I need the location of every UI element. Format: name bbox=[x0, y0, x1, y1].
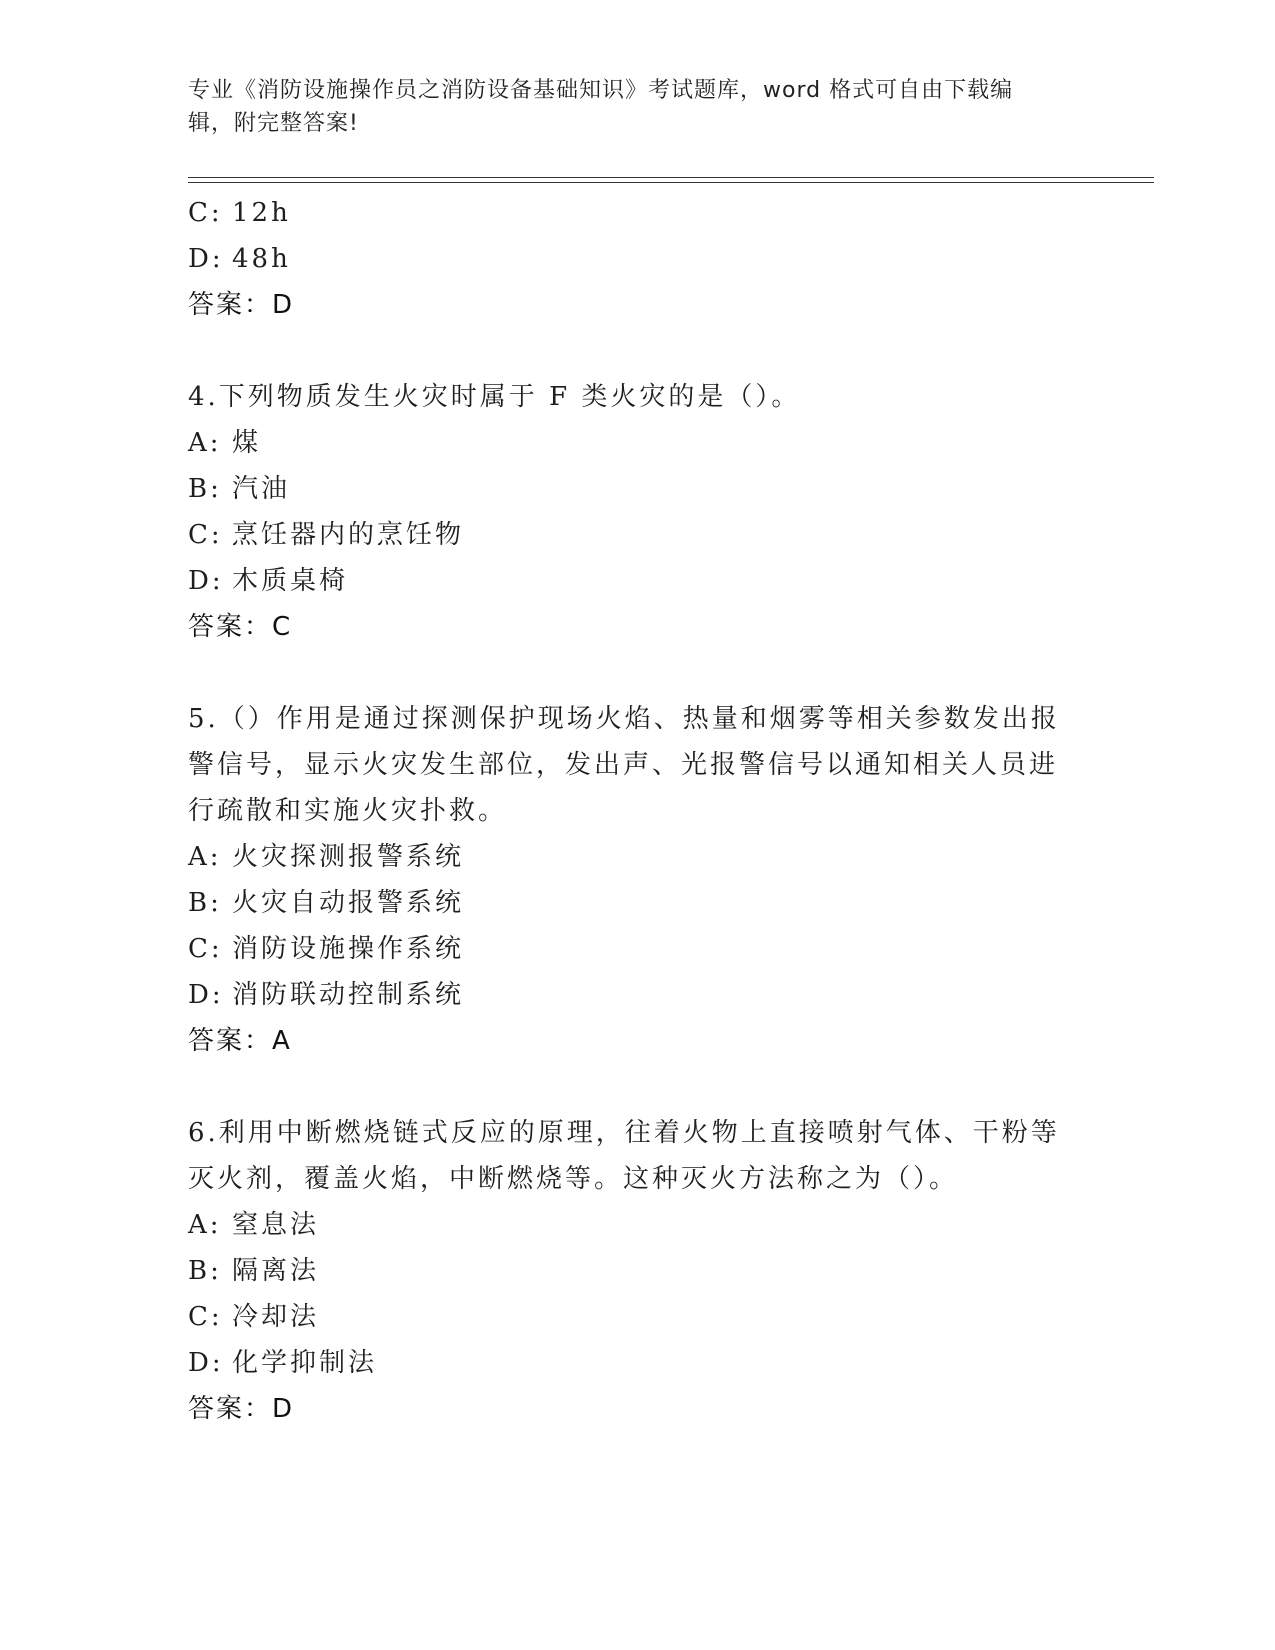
option-key: A: bbox=[188, 428, 222, 458]
option-key: C: bbox=[188, 1302, 223, 1332]
option-text: 火灾自动报警系统 bbox=[232, 888, 465, 918]
header-line-2: 辑，附完整答案! bbox=[188, 111, 359, 136]
header-divider-bottom bbox=[188, 182, 1154, 183]
question-4 bbox=[188, 374, 1068, 650]
option-a bbox=[188, 1202, 1068, 1248]
option-text: 冷却法 bbox=[232, 1302, 320, 1332]
option-text: 48h bbox=[232, 244, 291, 274]
question-6 bbox=[188, 1110, 1068, 1432]
option-text: 12h bbox=[232, 198, 291, 228]
question-stem: 5.（）作用是通过探测保护现场火焰、热量和烟雾等相关参数发出报警信号，显示火灾发生部位，发出声、光报警信号以通知相关人员进行疏散和实施火灾扑救。 bbox=[188, 704, 1060, 826]
option-key: C: bbox=[188, 934, 223, 964]
question-stem: 6.利用中断燃烧链式反应的原理，往着火物上直接喷射气体、干粉等灭火剂，覆盖火焰，中断燃烧等。这种灭火方法称之为（）。 bbox=[188, 1118, 1060, 1194]
answer-line: 答案：C bbox=[188, 612, 293, 642]
answer-line: 答案：A bbox=[188, 1026, 292, 1056]
answer-line: 答案：D bbox=[188, 290, 295, 320]
question-list bbox=[188, 190, 1068, 1432]
option-key: C: bbox=[188, 198, 223, 228]
option-b bbox=[188, 1248, 1068, 1294]
option-key: C: bbox=[188, 520, 223, 550]
option-a bbox=[188, 834, 1068, 880]
option-key: D: bbox=[188, 566, 224, 596]
option-key: D: bbox=[188, 1348, 224, 1378]
option-key: B: bbox=[188, 474, 222, 504]
option-d bbox=[188, 236, 1068, 282]
question-3-continued bbox=[188, 190, 1068, 328]
option-text: 窒息法 bbox=[232, 1210, 320, 1240]
option-d bbox=[188, 558, 1068, 604]
option-key: B: bbox=[188, 888, 222, 918]
option-b bbox=[188, 466, 1068, 512]
option-a bbox=[188, 420, 1068, 466]
option-text: 煤 bbox=[232, 428, 262, 458]
option-key: D: bbox=[188, 980, 224, 1010]
answer-line: 答案：D bbox=[188, 1394, 295, 1424]
option-text: 隔离法 bbox=[232, 1256, 320, 1286]
option-c bbox=[188, 512, 1068, 558]
option-text: 木质桌椅 bbox=[232, 566, 349, 596]
option-key: D: bbox=[188, 244, 224, 274]
option-d bbox=[188, 972, 1068, 1018]
header-divider-top bbox=[188, 177, 1154, 178]
header-line-1: 专业《消防设施操作员之消防设备基础知识》考试题库，word 格式可自由下载编 bbox=[188, 78, 1014, 103]
option-key: A: bbox=[188, 1210, 222, 1240]
option-key: A: bbox=[188, 842, 222, 872]
option-text: 烹饪器内的烹饪物 bbox=[232, 520, 465, 550]
option-text: 消防设施操作系统 bbox=[232, 934, 465, 964]
question-stem: 4.下列物质发生火灾时属于 F 类火灾的是（）。 bbox=[188, 382, 801, 412]
option-c bbox=[188, 190, 1068, 236]
option-d bbox=[188, 1340, 1068, 1386]
option-text: 汽油 bbox=[232, 474, 291, 504]
option-c bbox=[188, 1294, 1068, 1340]
page-header bbox=[188, 74, 1068, 140]
option-text: 消防联动控制系统 bbox=[232, 980, 465, 1010]
option-text: 化学抑制法 bbox=[232, 1348, 378, 1378]
option-c bbox=[188, 926, 1068, 972]
question-5 bbox=[188, 696, 1068, 1064]
option-key: B: bbox=[188, 1256, 222, 1286]
option-text: 火灾探测报警系统 bbox=[232, 842, 465, 872]
option-b bbox=[188, 880, 1068, 926]
